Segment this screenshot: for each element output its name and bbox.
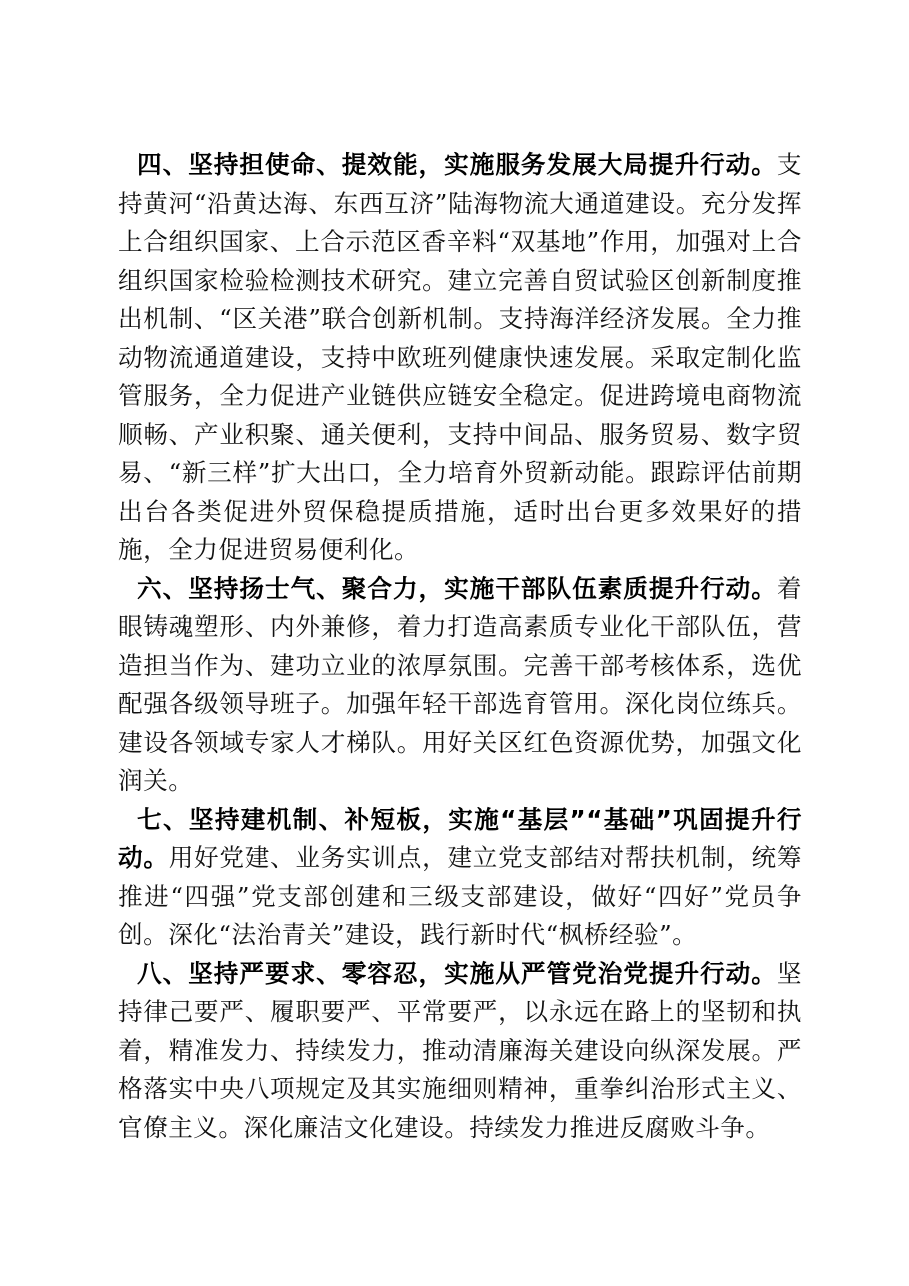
paragraph-four-heading: 四、坚持担使命、提效能，实施服务发展大局提升行动。 — [137, 150, 777, 179]
paragraph-eight-heading: 八、坚持严要求、零容忍，实施从严管党治党提升行动。 — [137, 958, 777, 988]
paragraph-six-text: 着眼铸魂塑形、内外兼修，着力打造高素质专业化干部队伍，营造担当作为、建功立业的浓厚氛围。完善干部考核体系，选优配强各级领导班子。加强年轻干部选育管用。深化岗位练兵。建设各领域专家人才梯队。用好关区红色资源优势，加强文化润关。 — [118, 573, 802, 795]
paragraph-eight — [118, 955, 802, 1148]
document-body — [118, 146, 802, 1147]
paragraph-seven-text: 用好党建、业务实训点，建立党支部结对帮扶机制，统筹推进“四强”党支部创建和三级支部建设，做好“四好”党员争创。深化“法治青关”建设，践行新时代“枫桥经验”。 — [118, 843, 802, 949]
paragraph-four — [118, 146, 802, 570]
paragraph-six — [118, 570, 802, 801]
paragraph-six-heading: 六、坚持扬士气、聚合力，实施干部队伍素质提升行动。 — [137, 573, 777, 603]
paragraph-eight-text: 坚持律己要严、履职要严、平常要严，以永远在路上的坚韧和执着，精准发力、持续发力，推动清廉海关建设向纵深发展。严格落实中央八项规定及其实施细则精神，重拳纠治形式主义、官僚主义。深化廉洁文化建设。持续发力推进反腐败斗争。 — [118, 958, 802, 1142]
paragraph-seven — [118, 801, 802, 955]
paragraph-four-text: 支持黄河“沿黄达海、东西互济”陆海物流大通道建设。充分发挥上合组织国家、上合示范区香辛料“双基地”作用，加强对上合组织国家检验检测技术研究。建立完善自贸试验区创新制度推出机制、“区关港”联合创新机制。支持海洋经济发展。全力推动物流通道建设，支持中欧班列健康快速发展。采取定制化监管服务，全力促进产业链供应链安全稳定。促进跨境电商物流顺畅、产业积聚、通关便利，支持中间品、服务贸易、数字贸易、“新三样”扩大出口，全力培育外贸新动能。跟踪评估前期出台各类促进外贸保稳提质措施，适时出台更多效果好的措施，全力促进贸易便利化。 — [118, 150, 802, 564]
paragraph-seven-heading: 七、坚持建机制、补短板，实施“基层”“基础”巩固提升行动。 — [118, 804, 802, 872]
